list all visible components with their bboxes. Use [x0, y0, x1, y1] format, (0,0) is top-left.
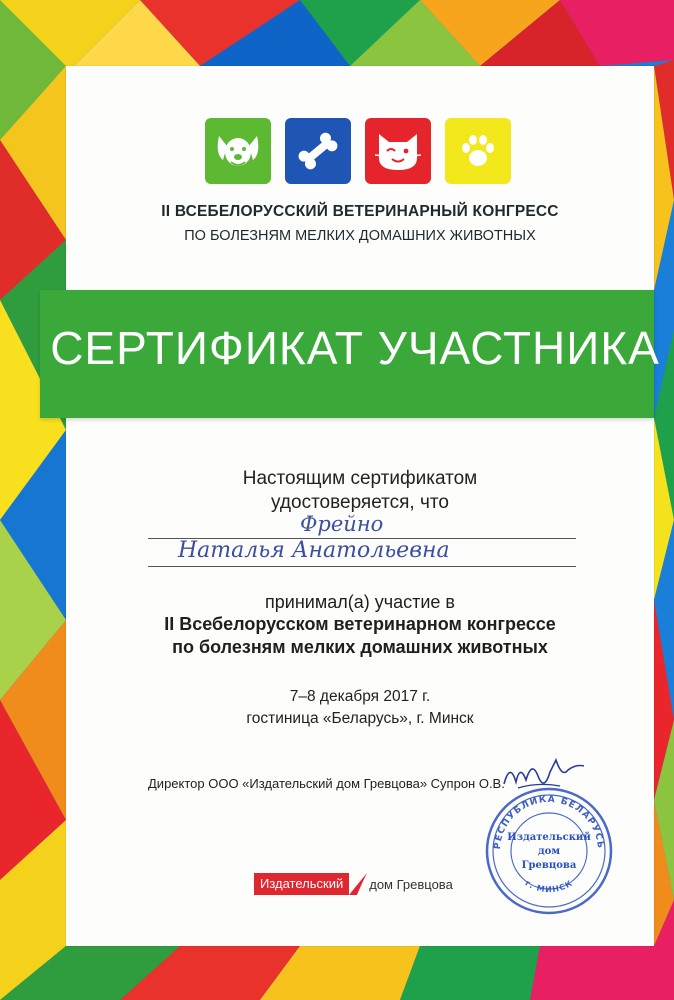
stamp-ring-text: РЕСПУБЛИКА БЕЛАРУСЬ	[492, 794, 606, 850]
dog-icon	[205, 118, 271, 184]
animal-icons	[205, 118, 517, 186]
director-line: Директор ООО «Издательский дом Гревцова» Супрон О.В.	[148, 776, 505, 791]
event-venue: гостиница «Беларусь», г. Минск	[246, 710, 474, 727]
cat-icon	[365, 118, 431, 184]
publisher-logo-part1: Издательский	[254, 873, 349, 895]
paw-icon	[445, 118, 511, 184]
intro-line-2: удостоверяется, что	[271, 492, 449, 513]
event-line-1: II Всебелорусском ветеринарном конгрессе	[164, 614, 556, 634]
name-underline	[148, 566, 576, 567]
official-stamp	[482, 784, 616, 918]
publisher-logo	[254, 872, 453, 896]
swoosh-icon	[347, 871, 369, 897]
stamp-bottom-text: г. МИНСК	[523, 878, 575, 895]
took-part-line: принимал(а) участие в	[265, 592, 455, 612]
bone-icon	[285, 118, 351, 184]
event-line-2: по болезням мелких домашних животных	[172, 637, 548, 657]
publisher-logo-part2: дом Гревцова	[369, 876, 453, 892]
event-dates: 7–8 декабря 2017 г.	[289, 688, 431, 705]
stamp-center-line-3: Гревцова	[521, 860, 577, 871]
participant-surname: Фрейно	[300, 512, 384, 536]
participant-name: Наталья Анатольевна	[178, 538, 450, 563]
stamp-center-line-2: дом	[537, 846, 561, 857]
congress-subtitle: ПО БОЛЕЗНЯМ МЕЛКИХ ДОМАШНИХ ЖИВОТНЫХ	[184, 228, 536, 244]
intro-line-1: Настоящим сертификатом	[242, 468, 478, 489]
certificate-title: СЕРТИФИКАТ УЧАСТНИКА	[50, 322, 660, 374]
svg-text:г. МИНСК	[524, 878, 575, 894]
congress-title: II ВСЕБЕЛОРУССКИЙ ВЕТЕРИНАРНЫЙ КОНГРЕСС	[161, 203, 559, 220]
stamp-center-line-1: Издательский	[507, 832, 591, 843]
